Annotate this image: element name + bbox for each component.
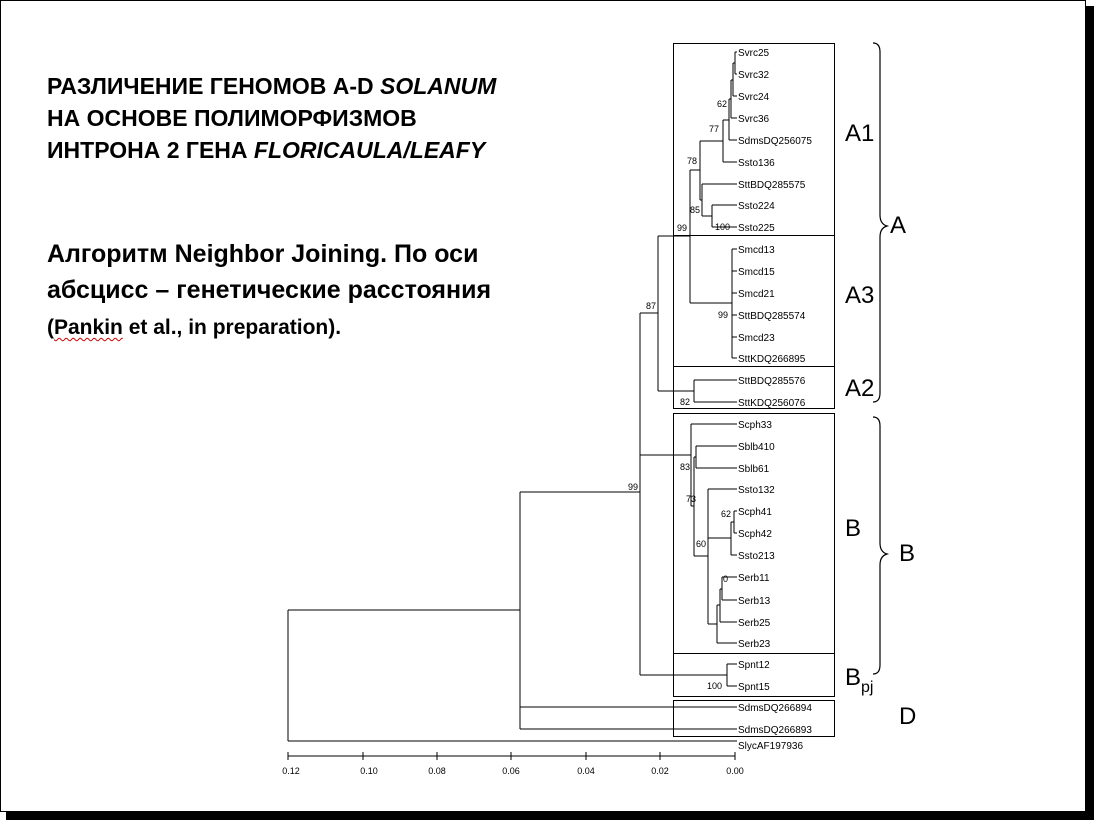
taxon-label: Smcd23 (738, 333, 775, 344)
axis-tick-label: 0.02 (651, 766, 669, 776)
taxon-label: Sblb61 (738, 464, 770, 475)
method-line-2: абсцисс – генетические расстояния (47, 276, 492, 304)
axis-tick-label: 0.12 (282, 766, 300, 776)
taxon-label: Scph42 (738, 529, 772, 540)
axis-tick-label: 0.08 (428, 766, 446, 776)
bootstrap-value: 60 (695, 539, 706, 549)
bootstrap-value: 77 (708, 124, 719, 134)
group-label-a1: A1 (845, 120, 875, 147)
taxon-label: Sblb410 (738, 442, 775, 453)
brace-a (873, 43, 887, 402)
title-line-1: РАЗЛИЧЕНИЕ ГЕНОМОВ A-D SOLANUM (47, 73, 497, 99)
taxon-label: Serb11 (738, 573, 770, 584)
taxon-label: Scph33 (738, 420, 772, 431)
taxa-labels (738, 48, 812, 752)
bootstrap-value: 83 (679, 462, 690, 472)
bootstrap-value: 99 (627, 482, 638, 492)
axis-tick-label: 0.06 (502, 766, 520, 776)
taxon-label: Svrc32 (738, 70, 770, 81)
distance-axis (282, 766, 744, 776)
taxon-label: SlycAF197936 (738, 741, 804, 752)
taxon-label: SttBDQ285574 (738, 311, 806, 322)
brace-b (873, 417, 887, 674)
taxon-label: Scph41 (738, 507, 772, 518)
taxon-label: SdmsDQ266893 (738, 725, 812, 736)
group-label-a2: A2 (845, 375, 875, 402)
tree-branches (288, 52, 737, 760)
slide-shadow-right (1086, 6, 1094, 820)
bootstrap-value: 87 (645, 301, 656, 311)
group-braces (873, 43, 887, 674)
group-labels (845, 120, 916, 730)
axis-tick-label: 0.00 (726, 766, 744, 776)
bootstrap-value: 100 (706, 681, 722, 691)
bootstrap-value: 99 (717, 310, 728, 320)
taxon-label: Ssto213 (738, 551, 775, 562)
group-label-b: B (899, 540, 916, 567)
bootstrap-value: 78 (686, 156, 697, 166)
taxon-label: Ssto132 (738, 485, 775, 496)
group-label-a3: A3 (845, 282, 875, 309)
taxon-label: SttBDQ285576 (738, 376, 806, 387)
taxon-label: SttBDQ285575 (738, 180, 806, 191)
bootstrap-value: 100 (714, 222, 730, 232)
taxon-label: Serb13 (738, 596, 771, 607)
group-label-bpj: $B_{pj}$ (845, 664, 874, 696)
title-line-3: ИНТРОНА 2 ГЕНА FLORICAULA/LEAFY (47, 137, 486, 163)
taxon-label: Serb23 (738, 639, 771, 650)
taxon-label: SttKDQ266895 (738, 354, 806, 365)
taxon-label: Spnt15 (738, 682, 770, 693)
citation: (Pankin et al., in preparation). (47, 316, 342, 339)
taxon-label: Svrc24 (738, 92, 770, 103)
axis-tick-label: 0.10 (360, 766, 378, 776)
bootstrap-value: 62 (720, 509, 731, 519)
group-label-b-inner: B (845, 515, 862, 542)
taxon-label: Svrc25 (738, 48, 770, 59)
title-line-2: НА ОСНОВЕ ПОЛИМОРФИЗМОВ (47, 105, 417, 131)
bootstrap-value: 73 (685, 494, 696, 504)
taxon-label: SdmsDQ266894 (738, 703, 812, 714)
group-label-d: D (899, 703, 917, 730)
taxon-label: SttKDQ256076 (738, 398, 806, 409)
slide-shadow-bottom (6, 812, 1094, 820)
bootstrap-values (628, 99, 731, 691)
taxon-label: Ssto136 (738, 158, 775, 169)
group-label-a: A (890, 212, 907, 239)
bootstrap-value: 99 (676, 223, 687, 233)
taxon-label: Ssto225 (738, 223, 775, 234)
bootstrap-value: 62 (716, 99, 727, 109)
taxon-label: Smcd13 (738, 245, 775, 256)
taxon-label: SdmsDQ256075 (738, 136, 812, 147)
taxon-label: Smcd21 (738, 289, 775, 300)
taxon-label: Svrc36 (738, 114, 770, 125)
axis-tick-label: 0.04 (577, 766, 595, 776)
group-boxes (674, 44, 835, 737)
taxon-label: Smcd15 (738, 267, 775, 278)
bootstrap-value: 82 (679, 397, 690, 407)
method-line-1: Алгоритм Neighbor Joining. По оси (47, 240, 479, 268)
taxon-label: Ssto224 (738, 201, 775, 212)
bootstrap-value: 0 (722, 574, 728, 584)
taxon-label: Spnt12 (738, 660, 770, 671)
taxon-label: Serb25 (738, 618, 771, 629)
bootstrap-value: 85 (689, 205, 700, 215)
